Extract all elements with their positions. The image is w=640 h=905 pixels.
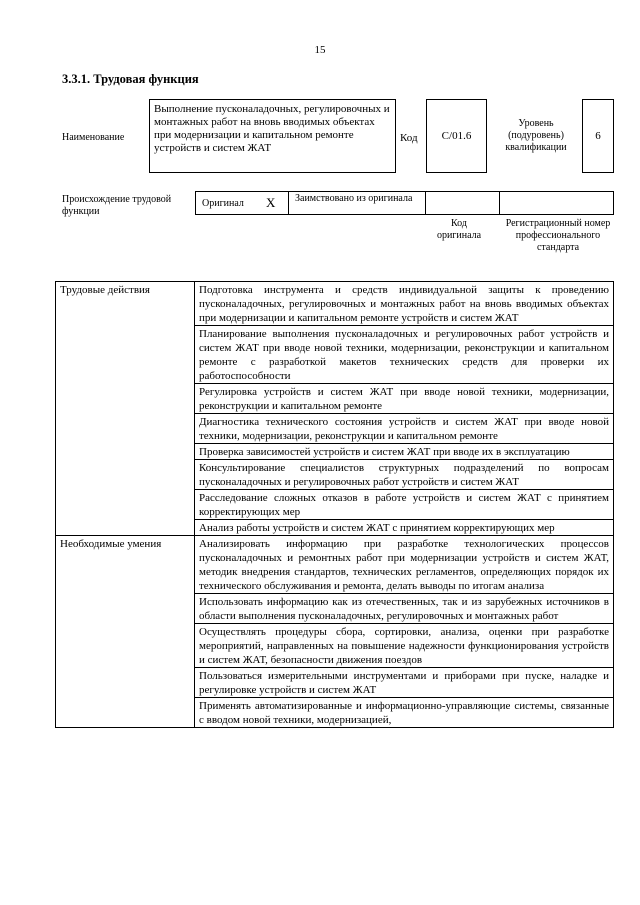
table-row bbox=[56, 536, 614, 594]
level-box bbox=[582, 99, 614, 173]
code-box bbox=[426, 99, 487, 173]
table-cell: Анализировать информацию при разработке технологических процессов пусконаладочных и ремонтных работ при модернизации устройств и систем ЖАТ, методик внедрения стандартов, технических регламентов, определяющих порядок их технического обслуживания и ремонта, делать выводы по итогам анализа bbox=[195, 536, 614, 594]
code-value: C/01.6 bbox=[441, 130, 472, 142]
level-value: 6 bbox=[595, 130, 601, 142]
origin-original-label: Оригинал bbox=[202, 198, 244, 209]
origin-borrowed-label: Заимствовано из оригинала bbox=[295, 193, 413, 204]
origin-borrowed-cell bbox=[288, 191, 425, 215]
table-cell: Расследование сложных отказов в работе устройств и систем ЖАТ с принятием корректирующих мер bbox=[195, 490, 614, 520]
origin-reg-label: Регистрационный номер профессионального стандарта bbox=[505, 218, 611, 253]
origin-original-cell bbox=[195, 191, 288, 215]
origin-code-cell bbox=[425, 191, 499, 215]
origin-reg-cell bbox=[499, 191, 614, 215]
table-cell: Использовать информацию как из отечественных, так и из зарубежных источников в области выполнения пусконаладочных, регулировочных и монтажных работ bbox=[195, 594, 614, 624]
table-cell: Осуществлять процедуры сбора, сортировки, анализа, оценки при разработке мероприятий, направленных на повышение надежности функционирования устройств и систем ЖАТ, безопасности движения поездов bbox=[195, 624, 614, 668]
main-table bbox=[55, 281, 614, 728]
table-cell: Анализ работы устройств и систем ЖАТ с принятием корректирующих мер bbox=[195, 520, 614, 536]
table-cell: Подготовка инструмента и средств индивидуальной защиты к проведению пусконаладочных, регулировочных и монтажных работ на вновь вводимых объектах при модернизации и капитальном ремонте устройств и систем ЖАТ bbox=[195, 282, 614, 326]
table-cell: Диагностика технического состояния устройств и систем ЖАТ при вводе новой техники, модернизации, реконструкции и капитальном ремонте bbox=[195, 414, 614, 444]
function-name-box bbox=[149, 99, 396, 173]
table-cell: Планирование выполнения пусконаладочных и регулировочных работ устройств и систем ЖАТ при вводе новой техники, модернизации, реконструкции и капитальном ремонте с разработкой макетов технических средств для проверки их работоспособности bbox=[195, 326, 614, 384]
level-label: Уровень (подуровень) квалификации bbox=[505, 118, 567, 153]
table-cell: Проверка зависимостей устройств и систем ЖАТ при вводе их в эксплуатацию bbox=[195, 444, 614, 460]
section-header: Необходимые умения bbox=[56, 536, 195, 728]
table-cell: Пользоваться измерительными инструментами и приборами при пуске, наладке и регулировке устройств и систем ЖАТ bbox=[195, 668, 614, 698]
table-cell: Применять автоматизированные и информационно-управляющие системы, связанные с вводом новой техники, модернизацией, bbox=[195, 698, 614, 728]
origin-label: Происхождение трудовой функции bbox=[62, 194, 172, 217]
table-cell: Регулировка устройств и систем ЖАТ при вводе новой техники, модернизации, реконструкции и капитальном ремонте bbox=[195, 384, 614, 414]
section-heading: 3.3.1. Трудовая функция bbox=[62, 72, 199, 86]
origin-mark: X bbox=[266, 195, 276, 210]
section-header: Трудовые действия bbox=[56, 282, 195, 536]
table-row bbox=[56, 282, 614, 326]
code-label: Код bbox=[400, 132, 418, 144]
origin-row bbox=[195, 191, 614, 215]
page-number: 15 bbox=[314, 44, 326, 56]
origin-code-label: Код оригинала bbox=[436, 218, 482, 241]
function-name: Выполнение пусконаладочных, регулировочных и монтажных работ на вновь вводимых объектах при модернизации и капитальном ремонте устройств и систем ЖАТ bbox=[154, 103, 390, 154]
table-cell: Консультирование специалистов структурных подразделений по вопросам пусконаладочных и регулировочных работ устройств и систем ЖАТ bbox=[195, 460, 614, 490]
name-label: Наименование bbox=[62, 132, 125, 143]
